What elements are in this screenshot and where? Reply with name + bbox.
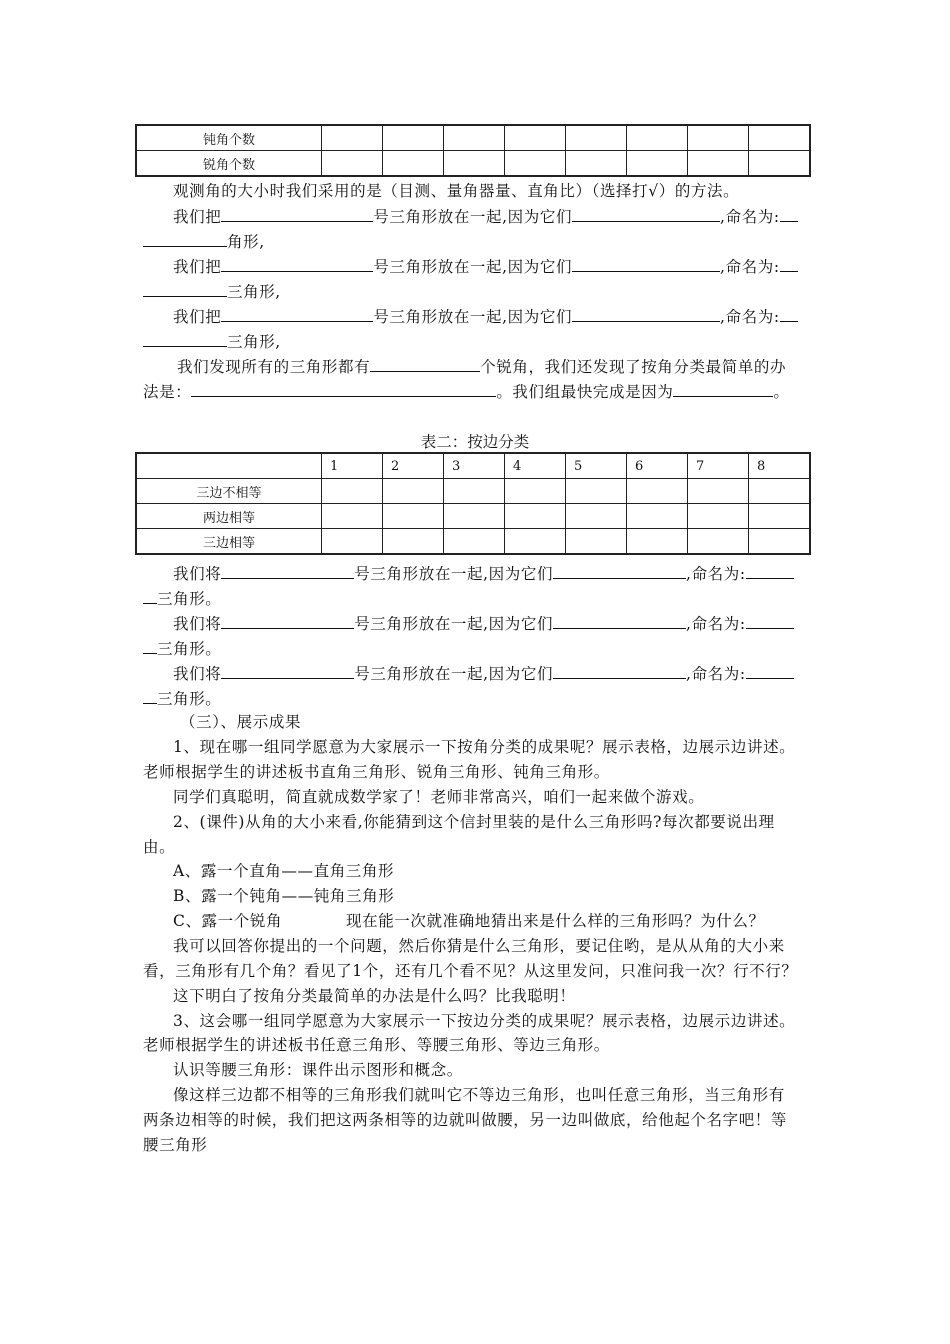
blank[interactable] xyxy=(143,588,157,604)
text: 我们把 xyxy=(173,208,222,226)
blank[interactable] xyxy=(572,206,720,222)
text: 号三角形放在一起,因为它们 xyxy=(354,615,554,633)
table-cell[interactable] xyxy=(749,529,810,555)
finding-line-1 xyxy=(177,356,786,377)
text: 号三角形放在一起,因为它们 xyxy=(373,258,573,276)
column-header: 4 xyxy=(505,453,566,479)
para-line: A、露一个直角——直角三角形 xyxy=(173,862,395,880)
text: 我们把 xyxy=(173,308,222,326)
table-cell[interactable] xyxy=(505,151,566,177)
para-line: 老师根据学生的讲述板书任意三角形、等腰三角形、等边三角形。 xyxy=(143,1036,610,1054)
table-cell[interactable] xyxy=(444,504,505,529)
blank[interactable] xyxy=(221,256,373,272)
text: 我们将 xyxy=(173,565,222,583)
text: 号三角形放在一起,因为它们 xyxy=(373,208,573,226)
text: 角形, xyxy=(227,233,265,251)
table-cell[interactable] xyxy=(627,125,688,151)
blank[interactable] xyxy=(780,256,798,272)
table-cell[interactable] xyxy=(749,151,810,177)
text: ,命名为: xyxy=(720,258,780,276)
blank[interactable] xyxy=(746,663,794,679)
blank[interactable] xyxy=(746,563,794,579)
para-line: 两条边相等的时候，我们把这两条相等的边就叫做腰，另一边叫做底，给他起个名字吧！等 xyxy=(143,1111,788,1129)
table-cell[interactable] xyxy=(322,125,383,151)
text: 号三角形放在一起,因为它们 xyxy=(354,565,554,583)
angle-group-1-cont xyxy=(143,231,265,252)
text: 我们将 xyxy=(173,615,222,633)
table-cell[interactable] xyxy=(505,504,566,529)
side-group-1-cont xyxy=(143,588,221,609)
table-cell[interactable] xyxy=(688,151,749,177)
text: ,命名为: xyxy=(720,308,780,326)
table-cell[interactable] xyxy=(749,125,810,151)
table-cell[interactable] xyxy=(383,125,444,151)
text: 三角形, xyxy=(227,283,281,301)
section-heading: （三）、展示成果 xyxy=(180,713,302,731)
table-row xyxy=(136,504,810,529)
blank[interactable] xyxy=(780,306,798,322)
column-header: 7 xyxy=(688,453,749,479)
table-cell[interactable] xyxy=(383,479,444,504)
table-row xyxy=(136,125,810,151)
table-cell[interactable] xyxy=(627,479,688,504)
side-group-1 xyxy=(173,563,794,584)
table-cell[interactable] xyxy=(505,529,566,555)
table-cell[interactable] xyxy=(627,529,688,555)
blank[interactable] xyxy=(553,613,686,629)
table-row xyxy=(136,529,810,555)
para-line: 我可以回答你提出的一个问题，然后你猜是什么三角形，要记住哟，是从从角的大小来 xyxy=(173,937,785,955)
table-cell[interactable] xyxy=(688,529,749,555)
table-cell[interactable] xyxy=(749,504,810,529)
side-group-3 xyxy=(173,663,794,684)
table-cell[interactable] xyxy=(322,529,383,555)
column-header: 5 xyxy=(566,453,627,479)
para-line: C、露一个锐角 xyxy=(173,912,283,930)
blank[interactable] xyxy=(221,206,373,222)
angle-group-2-cont xyxy=(143,281,281,302)
table-cell[interactable] xyxy=(444,125,505,151)
text: ,命名为: xyxy=(686,615,746,633)
row-label: 两边相等 xyxy=(136,504,322,529)
para-line: 1、现在哪一组同学愿意为大家展示一下按角分类的成果呢？展示表格，边展示边讲述。 xyxy=(173,738,796,756)
para-line: 这下明白了按角分类最简单的办法是什么吗？比我聪明！ xyxy=(173,987,576,1005)
blank[interactable] xyxy=(221,306,373,322)
blank[interactable] xyxy=(143,331,227,347)
text: ,命名为: xyxy=(720,208,780,226)
angle-group-1 xyxy=(173,206,798,227)
table-cell[interactable] xyxy=(627,151,688,177)
blank[interactable] xyxy=(553,563,686,579)
table-cell[interactable] xyxy=(444,529,505,555)
text: 三角形。 xyxy=(157,690,222,708)
text: 三角形, xyxy=(227,333,281,351)
text: 个锐角，我们还发现了按角分类最简单的办 xyxy=(480,358,787,376)
blank[interactable] xyxy=(143,281,227,297)
side-classification-table xyxy=(135,452,811,555)
angle-count-table xyxy=(135,124,811,177)
table-cell[interactable] xyxy=(383,504,444,529)
text: ,命名为: xyxy=(686,565,746,583)
table-cell[interactable] xyxy=(566,125,627,151)
text: 法是： xyxy=(143,383,192,401)
para-line: 像这样三边都不相等的三角形我们就叫它不等边三角形，也叫任意三角形，当三角形有 xyxy=(173,1086,785,1104)
text: 三角形。 xyxy=(157,590,222,608)
table-cell[interactable] xyxy=(444,479,505,504)
angle-group-2 xyxy=(173,256,798,277)
angle-group-3-cont xyxy=(143,331,281,352)
side-group-2-cont xyxy=(143,638,221,659)
table-cell[interactable] xyxy=(566,529,627,555)
table-cell[interactable] xyxy=(688,479,749,504)
table-row xyxy=(136,151,810,177)
blank[interactable] xyxy=(143,688,157,704)
para-line: 3、这会哪一组同学愿意为大家展示一下按边分类的成果呢？展示表格，边展示边讲述。 xyxy=(173,1012,796,1030)
text: 我们将 xyxy=(173,665,222,683)
blank[interactable] xyxy=(143,231,227,247)
blank[interactable] xyxy=(673,381,773,397)
row-label: 钝角个数 xyxy=(136,125,322,151)
row-label: 锐角个数 xyxy=(136,151,322,177)
blank[interactable] xyxy=(221,613,354,629)
table-row xyxy=(136,479,810,504)
column-header: 8 xyxy=(749,453,810,479)
blank[interactable] xyxy=(221,663,354,679)
text: 号三角形放在一起,因为它们 xyxy=(373,308,573,326)
method-line: 观测角的大小时我们采用的是（目测、量角器量、直角比）（选择打√）的方法。 xyxy=(173,182,740,200)
para-line: 认识等腰三角形：课件出示图形和概念。 xyxy=(173,1061,463,1079)
finding-line-2 xyxy=(143,381,790,402)
row-label: 三边相等 xyxy=(136,529,322,555)
table-cell[interactable] xyxy=(383,151,444,177)
table-cell[interactable] xyxy=(383,529,444,555)
side-group-2 xyxy=(173,613,794,634)
text: 三角形。 xyxy=(157,640,222,658)
column-header: 2 xyxy=(383,453,444,479)
blank[interactable] xyxy=(370,356,480,372)
table-cell[interactable] xyxy=(749,479,810,504)
table-cell[interactable] xyxy=(566,504,627,529)
blank[interactable] xyxy=(553,663,686,679)
blank[interactable] xyxy=(221,563,354,579)
table-header-row xyxy=(136,453,810,479)
blank[interactable] xyxy=(746,613,794,629)
blank[interactable] xyxy=(191,381,496,397)
column-header: 6 xyxy=(627,453,688,479)
corner-cell xyxy=(136,453,322,479)
blank[interactable] xyxy=(572,256,720,272)
table-cell[interactable] xyxy=(444,151,505,177)
table-cell[interactable] xyxy=(566,479,627,504)
table-cell[interactable] xyxy=(505,479,566,504)
text: 我们把 xyxy=(173,258,222,276)
text: ,命名为: xyxy=(686,665,746,683)
para-line: 2、(课件)从角的大小来看,你能猜到这个信封里装的是什么三角形吗?每次都要说出理 xyxy=(173,813,775,831)
column-header: 3 xyxy=(444,453,505,479)
text: 我们发现所有的三角形都有 xyxy=(177,358,371,376)
para-line: B、露一个钝角——钝角三角形 xyxy=(173,887,395,905)
text: 。 xyxy=(773,383,790,401)
angle-group-3 xyxy=(173,306,798,327)
table-cell[interactable] xyxy=(322,479,383,504)
table-cell[interactable] xyxy=(322,504,383,529)
para-line: 看，三角形有几个角？看见了1个，还有几个看不见？从这里发问，只准问我一次？行不行？ xyxy=(143,962,798,980)
para-line: 腰三角形 xyxy=(143,1136,208,1154)
blank[interactable] xyxy=(780,206,798,222)
side-group-3-cont xyxy=(143,688,221,709)
table-cell[interactable] xyxy=(688,125,749,151)
para-line: 由。 xyxy=(143,838,176,856)
para-line: 现在能一次就准确地猜出来是什么样的三角形吗？为什么？ xyxy=(346,912,765,930)
para-line: 同学们真聪明，简直就成数学家了！老师非常高兴，咱们一起来做个游戏。 xyxy=(173,788,705,806)
para-line: 老师根据学生的讲述板书直角三角形、锐角三角形、钝角三角形。 xyxy=(143,763,610,781)
table-cell[interactable] xyxy=(627,504,688,529)
table-cell[interactable] xyxy=(322,151,383,177)
table2-caption: 表二：按边分类 xyxy=(420,433,530,451)
table-cell[interactable] xyxy=(566,151,627,177)
table-cell[interactable] xyxy=(505,125,566,151)
column-header: 1 xyxy=(322,453,383,479)
text: 。我们组最快完成是因为 xyxy=(496,383,674,401)
blank[interactable] xyxy=(572,306,720,322)
table-cell[interactable] xyxy=(688,504,749,529)
text: 号三角形放在一起,因为它们 xyxy=(354,665,554,683)
row-label: 三边不相等 xyxy=(136,479,322,504)
blank[interactable] xyxy=(143,638,157,654)
